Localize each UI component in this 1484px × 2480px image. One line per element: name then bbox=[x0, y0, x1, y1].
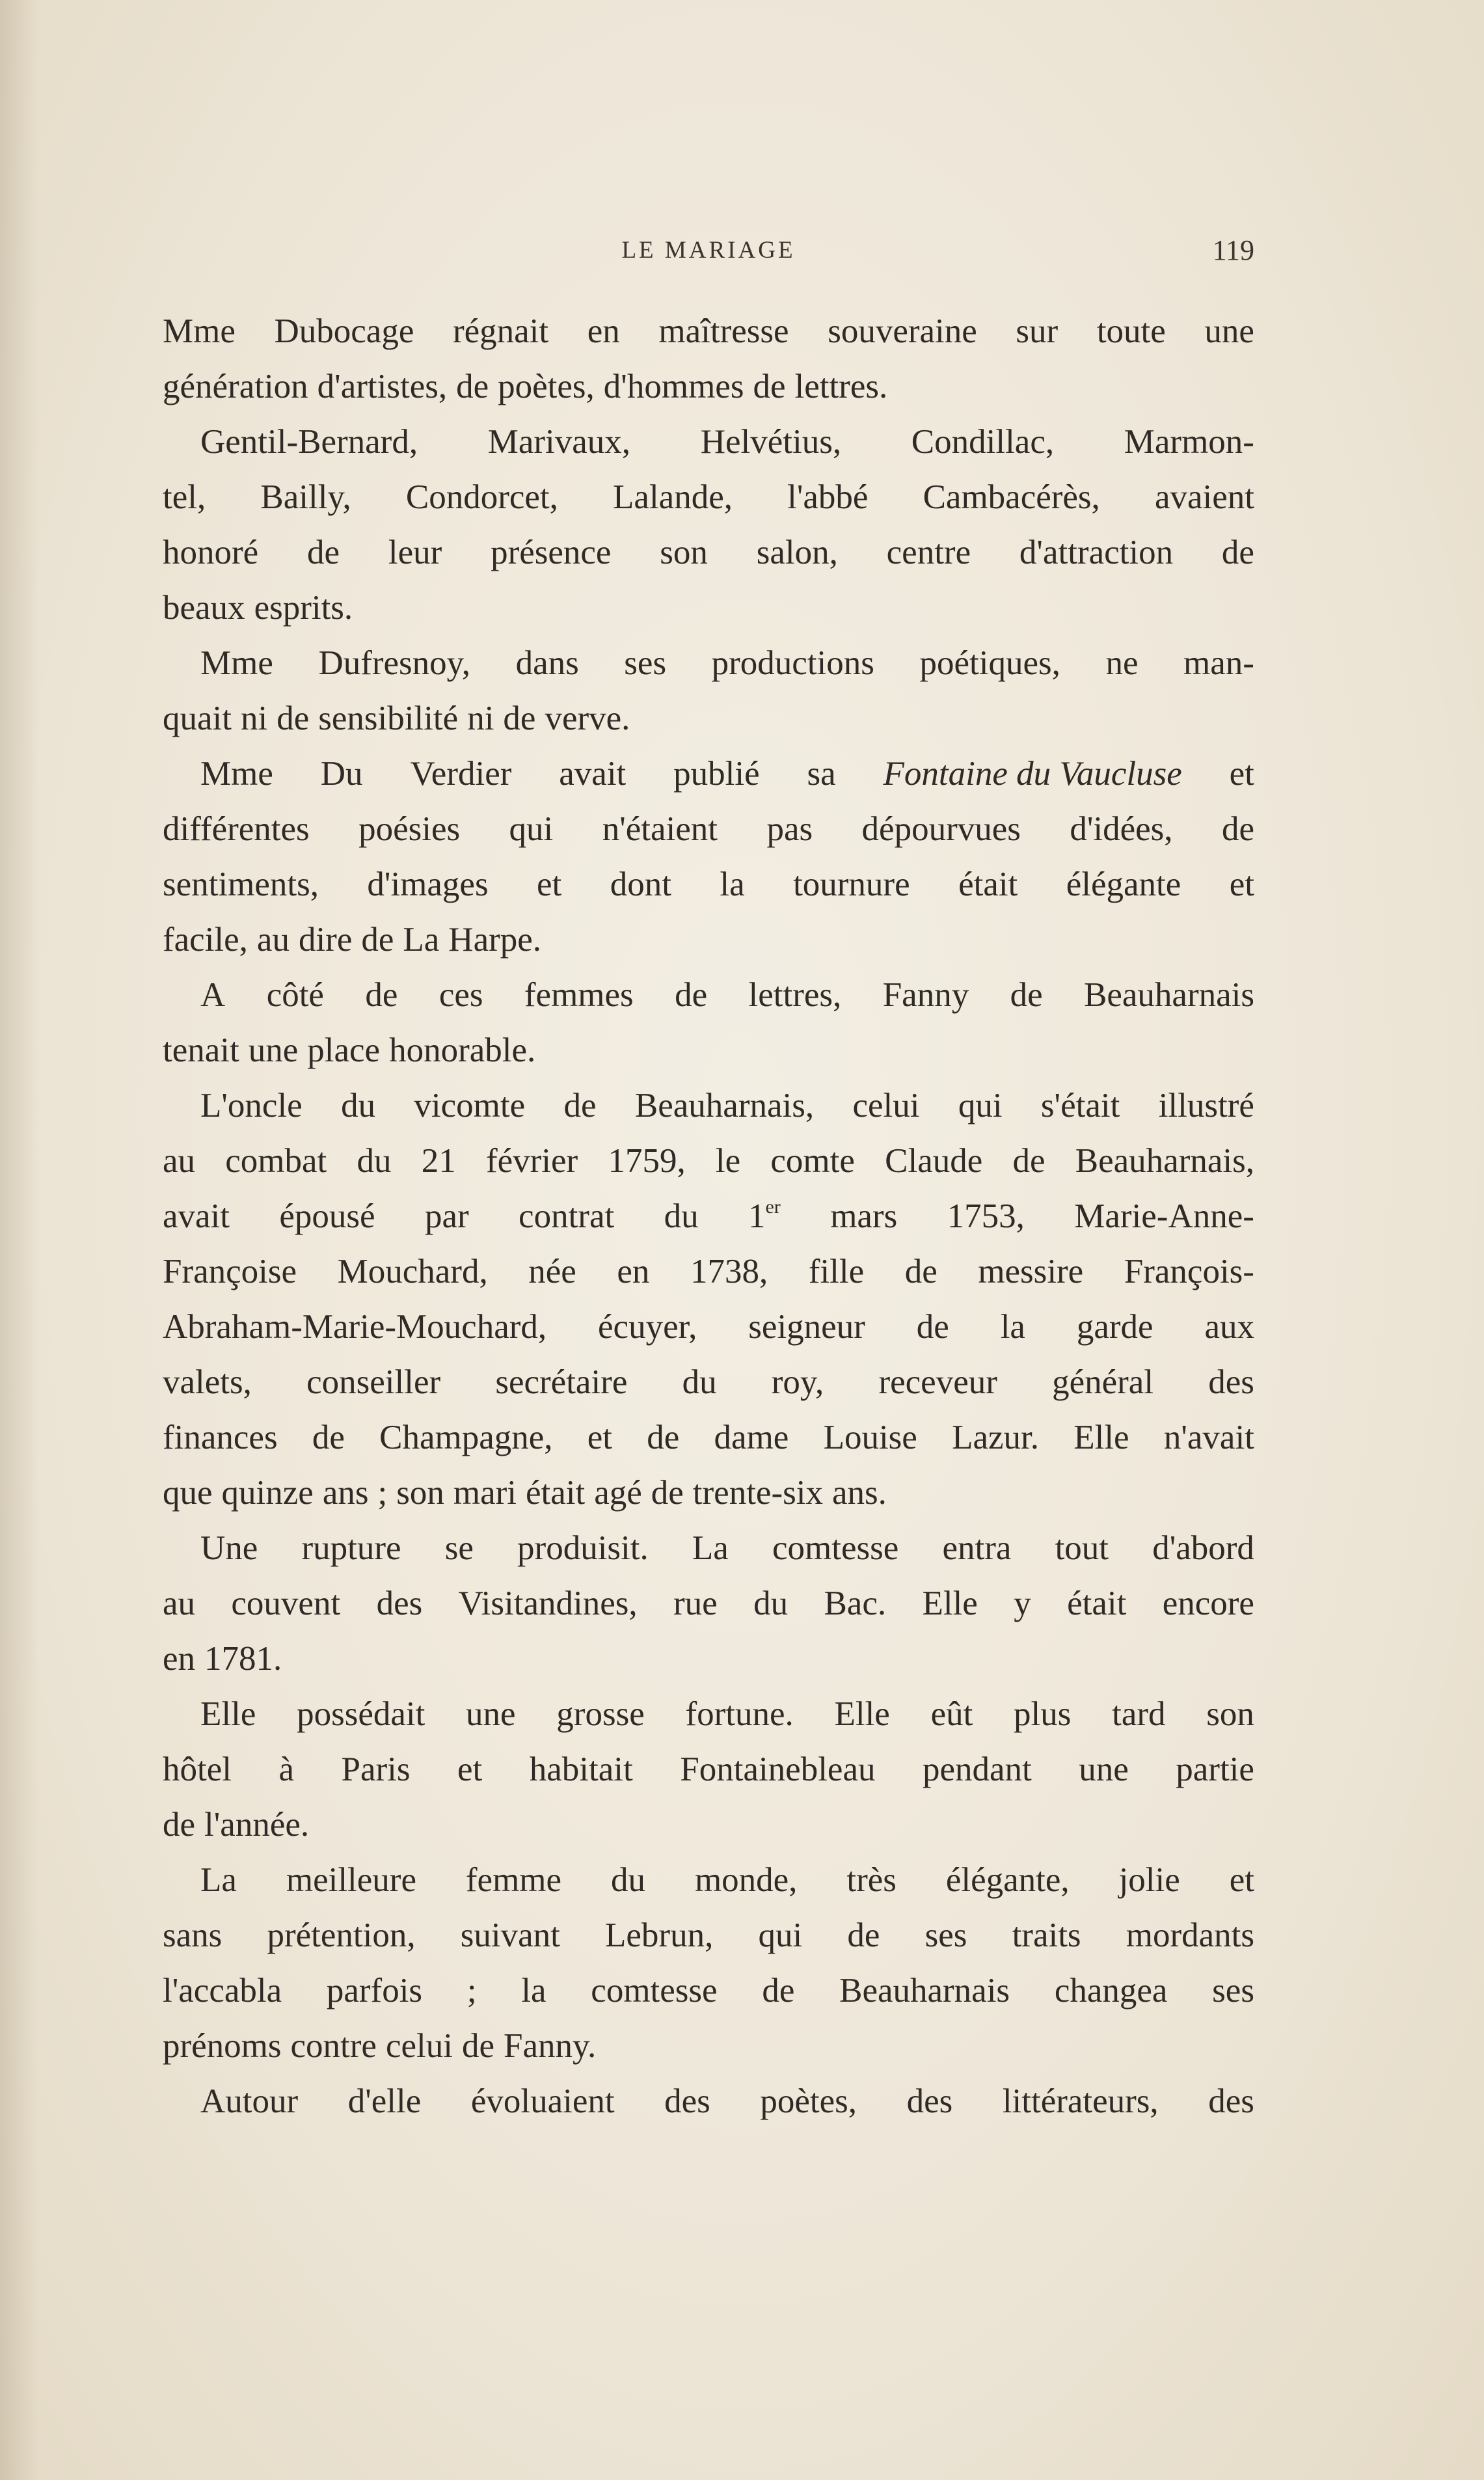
word: des bbox=[906, 2082, 953, 2120]
word: Bac. bbox=[824, 1585, 887, 1622]
word: esprits. bbox=[254, 589, 353, 627]
word: Cambacérès, bbox=[923, 478, 1100, 516]
text-line bbox=[163, 1300, 1254, 1355]
word: rupture bbox=[301, 1529, 401, 1567]
word: et bbox=[1229, 755, 1254, 793]
word: la bbox=[720, 865, 745, 903]
word: celui bbox=[385, 2027, 453, 2065]
word: Marmon- bbox=[1124, 423, 1254, 461]
word: finances bbox=[163, 1419, 278, 1456]
word: meilleure bbox=[286, 1861, 416, 1899]
word: la bbox=[1000, 1308, 1025, 1346]
word: en bbox=[617, 1253, 650, 1290]
word: qui bbox=[758, 1916, 803, 1954]
word: était bbox=[525, 1474, 586, 1512]
word: dame bbox=[714, 1419, 789, 1456]
word: d'hommes bbox=[603, 368, 744, 405]
word: beaux bbox=[163, 589, 245, 627]
word: traits bbox=[1012, 1916, 1081, 1954]
text-line bbox=[163, 1078, 1254, 1134]
word: du bbox=[341, 1087, 376, 1124]
word: tel, bbox=[163, 478, 206, 516]
word: Fanny. bbox=[504, 2027, 597, 2065]
word: y bbox=[1014, 1585, 1031, 1622]
word: Marie-Anne- bbox=[1074, 1197, 1254, 1235]
word: présence bbox=[491, 534, 612, 571]
word: l'année. bbox=[204, 1806, 310, 1844]
word: de bbox=[647, 1419, 680, 1456]
page-number: 119 bbox=[1212, 234, 1254, 266]
word: et bbox=[457, 1751, 483, 1788]
word: sa bbox=[807, 755, 836, 793]
word: comte bbox=[770, 1142, 855, 1180]
word: Lebrun, bbox=[605, 1916, 714, 1954]
text-line bbox=[163, 1465, 1254, 1521]
word: ses bbox=[924, 1916, 967, 1954]
word: Louise bbox=[823, 1419, 917, 1456]
word: Dufresnoy, bbox=[318, 644, 470, 682]
text-line bbox=[163, 359, 1254, 415]
word: au bbox=[163, 1585, 196, 1622]
word: à bbox=[278, 1751, 295, 1788]
word: Visitandines, bbox=[458, 1585, 638, 1622]
word: de bbox=[916, 1308, 949, 1346]
word: A bbox=[200, 976, 226, 1014]
word: de bbox=[1221, 534, 1254, 571]
word: des bbox=[664, 2082, 710, 2120]
word: de bbox=[753, 368, 786, 405]
text-line bbox=[163, 580, 1254, 636]
word: épousé bbox=[279, 1197, 375, 1235]
word: de bbox=[675, 976, 708, 1014]
word: femme bbox=[465, 1861, 562, 1899]
word: Beauharnais bbox=[1084, 976, 1254, 1014]
word: du bbox=[664, 1197, 699, 1235]
text-line bbox=[163, 1853, 1254, 1908]
word: de bbox=[1010, 976, 1043, 1014]
word: régnait bbox=[452, 312, 549, 350]
text-line bbox=[163, 1023, 1254, 1078]
word: se bbox=[444, 1529, 474, 1567]
word: seigneur bbox=[748, 1308, 865, 1346]
word: des bbox=[1208, 1363, 1254, 1401]
word: fortune. bbox=[685, 1695, 794, 1733]
word: le bbox=[715, 1142, 741, 1180]
text-line bbox=[163, 470, 1254, 525]
word: productions bbox=[711, 644, 874, 682]
word: man- bbox=[1183, 644, 1254, 682]
word: La bbox=[200, 1861, 237, 1899]
word: l'abbé bbox=[787, 478, 869, 516]
word: ans bbox=[322, 1474, 369, 1512]
word: contre bbox=[290, 2027, 377, 2065]
word: maîtresse bbox=[658, 312, 789, 350]
text-line bbox=[163, 1631, 1254, 1687]
word: général bbox=[1052, 1363, 1154, 1401]
word: d'abord bbox=[1152, 1529, 1254, 1567]
word: Elle bbox=[834, 1695, 890, 1733]
text-line bbox=[163, 1742, 1254, 1797]
word: Verdier bbox=[410, 755, 512, 793]
word: illustré bbox=[1158, 1087, 1254, 1124]
word: du bbox=[357, 1142, 392, 1180]
word: de bbox=[307, 534, 340, 571]
word: de bbox=[461, 2027, 494, 2065]
word: sur bbox=[1016, 312, 1059, 350]
word: dont bbox=[610, 865, 671, 903]
text-line bbox=[163, 1576, 1254, 1631]
word: du bbox=[753, 1585, 789, 1622]
word: encore bbox=[1162, 1585, 1254, 1622]
word: avaient bbox=[1154, 478, 1254, 516]
word: mari bbox=[453, 1474, 517, 1512]
word: jolie bbox=[1118, 1861, 1180, 1899]
word: Champagne, bbox=[379, 1419, 553, 1456]
word: facile, bbox=[163, 921, 248, 959]
word: couvent bbox=[231, 1585, 341, 1622]
word: en bbox=[163, 1640, 196, 1678]
word: Abraham-Marie-Mouchard, bbox=[163, 1308, 547, 1346]
word: La bbox=[692, 1529, 729, 1567]
text-line bbox=[163, 912, 1254, 968]
text-line bbox=[163, 1963, 1254, 2019]
word: d'images bbox=[367, 865, 489, 903]
word: et bbox=[1229, 865, 1254, 903]
word: ne bbox=[1105, 644, 1139, 682]
word: leur bbox=[388, 534, 442, 571]
word: poésies bbox=[358, 810, 461, 848]
word: Beauharnais, bbox=[634, 1087, 815, 1124]
word: lettres, bbox=[748, 976, 842, 1014]
text-line bbox=[163, 1521, 1254, 1576]
word: François- bbox=[1124, 1253, 1254, 1290]
text-line bbox=[163, 2019, 1254, 2074]
word: ; bbox=[377, 1474, 388, 1512]
word: poètes, bbox=[498, 368, 595, 405]
running-head bbox=[163, 231, 1254, 270]
word: était bbox=[958, 865, 1018, 903]
word: Elle bbox=[1073, 1419, 1129, 1456]
word: tournure bbox=[793, 865, 910, 903]
word: possédait bbox=[297, 1695, 425, 1733]
word: et bbox=[587, 1419, 613, 1456]
word: valets, bbox=[163, 1363, 252, 1401]
word: roy, bbox=[771, 1363, 824, 1401]
word: Gentil-Bernard, bbox=[200, 423, 418, 461]
text-line bbox=[163, 1134, 1254, 1189]
word: avait bbox=[559, 755, 627, 793]
word: lettres. bbox=[794, 368, 888, 405]
word: ses bbox=[624, 644, 667, 682]
text-line bbox=[163, 746, 1254, 802]
word: monde, bbox=[694, 1861, 798, 1899]
word: Bailly, bbox=[260, 478, 351, 516]
ordinal-number: 1 bbox=[748, 1197, 766, 1235]
word: Mouchard, bbox=[337, 1253, 488, 1290]
word: et bbox=[537, 865, 562, 903]
word: comtesse bbox=[772, 1529, 899, 1567]
word: Helvétius, bbox=[700, 423, 842, 461]
book-title-italic: Fontaine du Vaucluse bbox=[883, 755, 1182, 793]
word: une bbox=[1079, 1751, 1129, 1788]
word: verve. bbox=[545, 700, 630, 737]
word: tenait bbox=[163, 1031, 239, 1069]
word: mordants bbox=[1126, 1916, 1254, 1954]
word: élégante bbox=[1066, 865, 1181, 903]
word: qui bbox=[509, 810, 554, 848]
word: écuyer, bbox=[598, 1308, 697, 1346]
word: combat bbox=[225, 1142, 327, 1180]
text-line bbox=[163, 1355, 1254, 1410]
text-line bbox=[163, 1908, 1254, 1963]
word: suivant bbox=[460, 1916, 560, 1954]
word: place bbox=[307, 1031, 381, 1069]
word: Mme bbox=[200, 755, 273, 793]
word: de bbox=[762, 1972, 795, 2010]
word: de bbox=[503, 700, 536, 737]
word: littérateurs, bbox=[1002, 2082, 1159, 2120]
word: honoré bbox=[163, 534, 259, 571]
word: conseiller bbox=[306, 1363, 441, 1401]
word: dire bbox=[298, 921, 353, 959]
text-line bbox=[163, 1410, 1254, 1465]
word: prénoms bbox=[163, 2027, 282, 2065]
word: rue bbox=[673, 1585, 718, 1622]
word: n'avait bbox=[1163, 1419, 1254, 1456]
word: évoluaient bbox=[470, 2082, 615, 2120]
word: contrat bbox=[519, 1197, 615, 1235]
word: ni bbox=[467, 700, 494, 737]
text-line bbox=[163, 1244, 1254, 1300]
word: femmes bbox=[524, 976, 634, 1014]
word: son bbox=[1206, 1695, 1254, 1733]
word: L'oncle bbox=[200, 1087, 303, 1124]
word: du bbox=[682, 1363, 717, 1401]
word: quait bbox=[163, 700, 232, 737]
word: Marivaux, bbox=[487, 423, 631, 461]
text-line bbox=[163, 968, 1254, 1023]
word: de bbox=[163, 1806, 196, 1844]
word: centre bbox=[886, 534, 971, 571]
word: Condillac, bbox=[911, 423, 1055, 461]
running-title: LE MARIAGE bbox=[621, 237, 796, 264]
word: 1753, bbox=[947, 1197, 1025, 1235]
word: de bbox=[651, 1474, 684, 1512]
word: de bbox=[361, 921, 394, 959]
word: la bbox=[521, 1972, 546, 2010]
word: d'idées, bbox=[1070, 810, 1173, 848]
ordinal-superscript: er bbox=[765, 1196, 781, 1218]
word: février bbox=[485, 1142, 578, 1180]
word: grosse bbox=[556, 1695, 645, 1733]
word: n'étaient bbox=[602, 810, 718, 848]
word: de bbox=[904, 1253, 938, 1290]
word: avait bbox=[163, 1197, 230, 1235]
text-line bbox=[163, 304, 1254, 359]
word: que bbox=[163, 1474, 213, 1512]
word: Mme bbox=[200, 644, 273, 682]
word: Paris bbox=[341, 1751, 411, 1788]
word: de bbox=[312, 1419, 345, 1456]
word: des bbox=[1208, 2082, 1254, 2120]
word: ces bbox=[438, 976, 483, 1014]
word: toute bbox=[1096, 312, 1166, 350]
word: aux bbox=[1204, 1308, 1254, 1346]
word: était bbox=[1067, 1585, 1127, 1622]
word: honorable. bbox=[389, 1031, 536, 1069]
word: Françoise bbox=[163, 1253, 297, 1290]
word: mars bbox=[830, 1197, 898, 1235]
word: de bbox=[847, 1916, 880, 1954]
word: de bbox=[365, 976, 398, 1014]
word: poètes, bbox=[760, 2082, 857, 2120]
word: et bbox=[1229, 1861, 1254, 1899]
text-line bbox=[163, 1687, 1254, 1742]
word: parfois bbox=[326, 1972, 423, 2010]
word: receveur bbox=[878, 1363, 997, 1401]
word: s'était bbox=[1040, 1087, 1120, 1124]
word: plus bbox=[1014, 1695, 1072, 1733]
word: 21 bbox=[421, 1142, 456, 1180]
ordinal-date bbox=[748, 1189, 781, 1244]
word: dépourvues bbox=[861, 810, 1021, 848]
word: prétention, bbox=[267, 1916, 416, 1954]
word: Lalande, bbox=[613, 478, 733, 516]
word: vicomte bbox=[414, 1087, 526, 1124]
word: produisit. bbox=[517, 1529, 649, 1567]
word: messire bbox=[978, 1253, 1084, 1290]
word: du bbox=[611, 1861, 645, 1899]
word: Beauharnais bbox=[839, 1972, 1010, 2010]
word: génération bbox=[163, 368, 308, 405]
word: tout bbox=[1055, 1529, 1109, 1567]
word: eût bbox=[930, 1695, 973, 1733]
word: quinze bbox=[221, 1474, 314, 1512]
word: élégante, bbox=[945, 1861, 1070, 1899]
word: d'artistes, bbox=[317, 368, 448, 405]
text-line bbox=[163, 1797, 1254, 1853]
word: comtesse bbox=[591, 1972, 718, 2010]
word: 1759, bbox=[608, 1142, 686, 1180]
word: poétiques, bbox=[919, 644, 1060, 682]
word: publié bbox=[673, 755, 760, 793]
word: celui bbox=[852, 1087, 920, 1124]
word: pendant bbox=[922, 1751, 1032, 1788]
word: ni bbox=[240, 700, 268, 737]
word: Du bbox=[320, 755, 363, 793]
word: salon, bbox=[756, 534, 838, 571]
word: différentes bbox=[163, 810, 310, 848]
word: qui bbox=[958, 1087, 1003, 1124]
word: d'elle bbox=[347, 2082, 422, 2120]
word: de bbox=[563, 1087, 597, 1124]
text-line bbox=[163, 525, 1254, 580]
word: trente-six bbox=[692, 1474, 823, 1512]
word: ; bbox=[466, 1972, 477, 2010]
word: Mme bbox=[163, 312, 236, 350]
word: en bbox=[587, 312, 620, 350]
word: La bbox=[403, 921, 440, 959]
word: Une bbox=[200, 1529, 258, 1567]
word: dans bbox=[515, 644, 579, 682]
word: d'attraction bbox=[1019, 534, 1174, 571]
word: hôtel bbox=[163, 1751, 232, 1788]
word: Elle bbox=[200, 1695, 256, 1733]
word: secrétaire bbox=[495, 1363, 628, 1401]
word: l'accabla bbox=[163, 1972, 282, 2010]
word: sensibilité bbox=[318, 700, 459, 737]
word: fille bbox=[808, 1253, 865, 1290]
word: Lazur. bbox=[952, 1419, 1039, 1456]
word: tard bbox=[1112, 1695, 1166, 1733]
word: une bbox=[248, 1031, 299, 1069]
text-line bbox=[163, 857, 1254, 912]
word: sentiments, bbox=[163, 865, 319, 903]
word: son bbox=[396, 1474, 444, 1512]
page-edge-shadow bbox=[0, 0, 39, 2480]
word: côté bbox=[266, 976, 324, 1014]
word: au bbox=[163, 1142, 196, 1180]
word: habitait bbox=[529, 1751, 633, 1788]
word: changea bbox=[1054, 1972, 1168, 2010]
text-line bbox=[163, 1189, 1254, 1244]
word: très bbox=[846, 1861, 897, 1899]
word: garde bbox=[1076, 1308, 1153, 1346]
word: des bbox=[376, 1585, 423, 1622]
word: Autour bbox=[200, 2082, 299, 2120]
word: 1738, bbox=[690, 1253, 768, 1290]
word: Fontainebleau bbox=[680, 1751, 876, 1788]
word: Dubocage bbox=[274, 312, 414, 350]
word: agé bbox=[594, 1474, 642, 1512]
word: entra bbox=[942, 1529, 1012, 1567]
text-line bbox=[163, 691, 1254, 746]
text-line bbox=[163, 802, 1254, 857]
text-line bbox=[163, 415, 1254, 470]
word: née bbox=[528, 1253, 576, 1290]
word: par bbox=[424, 1197, 469, 1235]
word: une bbox=[466, 1695, 516, 1733]
word: de bbox=[456, 368, 489, 405]
word: son bbox=[660, 534, 708, 571]
word: Claude bbox=[885, 1142, 983, 1180]
word: souveraine bbox=[828, 312, 977, 350]
word: Fanny bbox=[882, 976, 969, 1014]
word: au bbox=[256, 921, 290, 959]
body-text bbox=[163, 304, 1254, 2129]
text-line bbox=[163, 2074, 1254, 2129]
word: ses bbox=[1212, 1972, 1254, 2010]
word: pas bbox=[766, 810, 813, 848]
word: une bbox=[1204, 312, 1254, 350]
word: Beauharnais, bbox=[1075, 1142, 1254, 1180]
word: Harpe. bbox=[448, 921, 542, 959]
word: ans. bbox=[831, 1474, 887, 1512]
word: Elle bbox=[922, 1585, 978, 1622]
word: de bbox=[1012, 1142, 1046, 1180]
word: 1781. bbox=[204, 1640, 282, 1678]
word: de bbox=[1221, 810, 1254, 848]
word: Condorcet, bbox=[405, 478, 558, 516]
word: partie bbox=[1176, 1751, 1254, 1788]
word: sans bbox=[163, 1916, 223, 1954]
word: de bbox=[277, 700, 310, 737]
text-line bbox=[163, 636, 1254, 691]
